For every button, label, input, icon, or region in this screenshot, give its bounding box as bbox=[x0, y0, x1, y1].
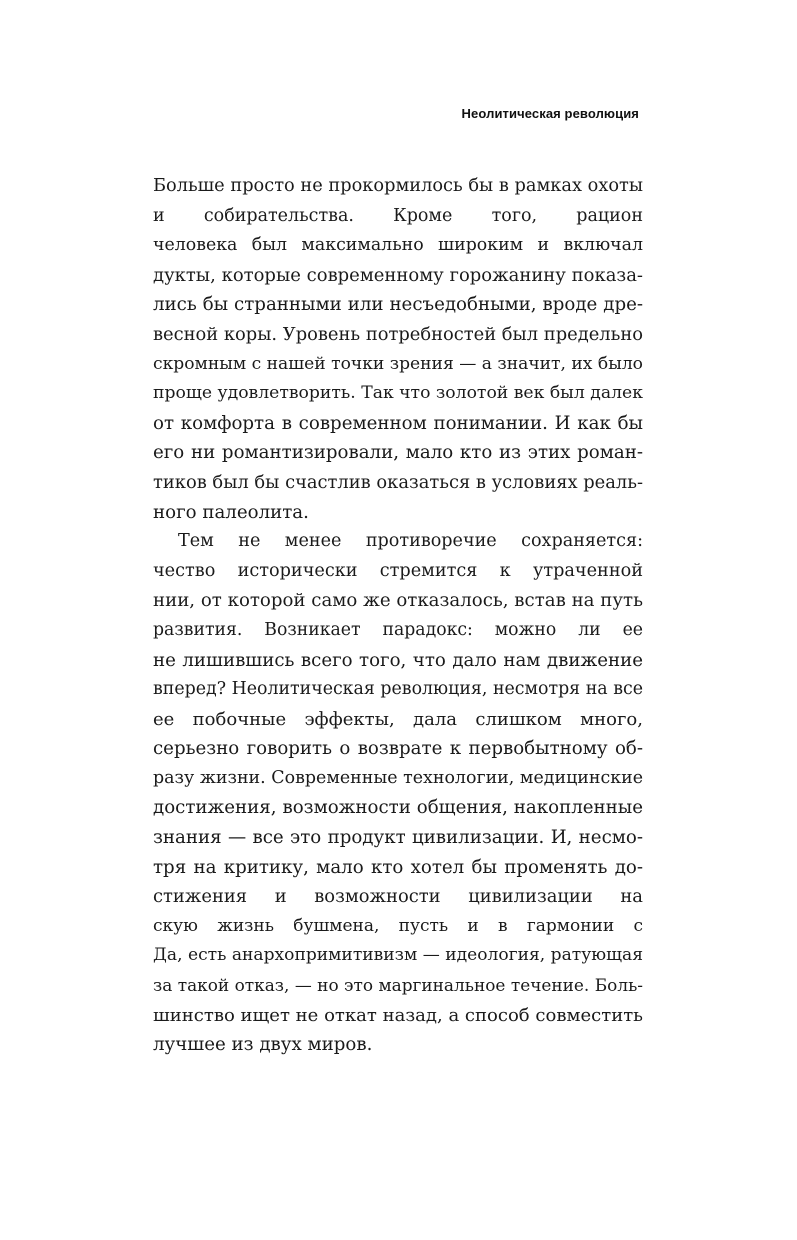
text-line: ее побочные эффекты, дала слишком много, bbox=[153, 708, 643, 730]
text-line: серьезно говорить о возврате к первобытному об- bbox=[153, 738, 643, 760]
text-line: скромным с нашей точки зрения — а значит, их было bbox=[153, 353, 643, 374]
text-line: Да, есть анархопримитивизм — идеология, ратующая bbox=[153, 945, 643, 966]
text-line: его ни романтизировали, мало кто из этих роман- bbox=[153, 442, 643, 464]
text-line: разу жизни. Современные технологии, медицинские bbox=[153, 767, 643, 788]
text-line: ного палеолита. bbox=[153, 501, 309, 523]
paragraph-2 bbox=[153, 527, 643, 1060]
text-line: не лишившись всего того, что дало нам движение bbox=[153, 649, 643, 671]
text-line: за такой отказ, — но это маргинальное течение. Боль- bbox=[153, 975, 643, 996]
text-line: скую жизнь бушмена, пусть и в гармонии с bbox=[153, 915, 643, 936]
text-line: тря на критику, мало кто хотел бы променять до- bbox=[153, 856, 643, 878]
paragraph-1 bbox=[153, 172, 643, 527]
text-line: Больше просто не прокормилось бы в рамках охоты bbox=[153, 176, 643, 196]
running-header: Неолитическая революция bbox=[461, 106, 639, 121]
text-line: Тем не менее противоречие сохраняется: bbox=[178, 531, 643, 552]
text-line: человека был максимально широким и включал bbox=[153, 235, 643, 256]
text-line: нии, от которой само же отказалось, встав на путь bbox=[153, 590, 643, 612]
text-line: лись бы странными или несъедобными, вроде дре- bbox=[153, 294, 643, 316]
text-line: от комфорта в современном понимании. И как бы bbox=[153, 412, 643, 434]
text-line: и собирательства. Кроме того, рацион bbox=[153, 205, 643, 226]
text-line: дукты, которые современному горожанину показа- bbox=[153, 264, 643, 286]
text-line: достижения, возможности общения, накопленные bbox=[153, 797, 643, 819]
text-line: проще удовлетворить. Так что золотой век был далек bbox=[153, 383, 643, 404]
body-text bbox=[153, 172, 643, 1060]
text-line: шинство ищет не откат назад, а способ совместить bbox=[153, 1004, 643, 1026]
text-line: тиков был бы счастлив оказаться в условиях реаль- bbox=[153, 471, 643, 493]
text-line: весной коры. Уровень потребностей был предельно bbox=[153, 323, 643, 345]
text-line: знания — все это продукт цивилизации. И, несмо- bbox=[153, 827, 643, 849]
text-line: вперед? Неолитическая революция, несмотря на все bbox=[153, 679, 643, 700]
text-line: стижения и возможности цивилизации на bbox=[153, 886, 643, 908]
text-line: развития. Возникает парадокс: можно ли ее bbox=[153, 619, 643, 640]
text-line: лучшее из двух миров. bbox=[153, 1034, 373, 1056]
text-line: чество исторически стремится к утраченной bbox=[153, 560, 643, 581]
